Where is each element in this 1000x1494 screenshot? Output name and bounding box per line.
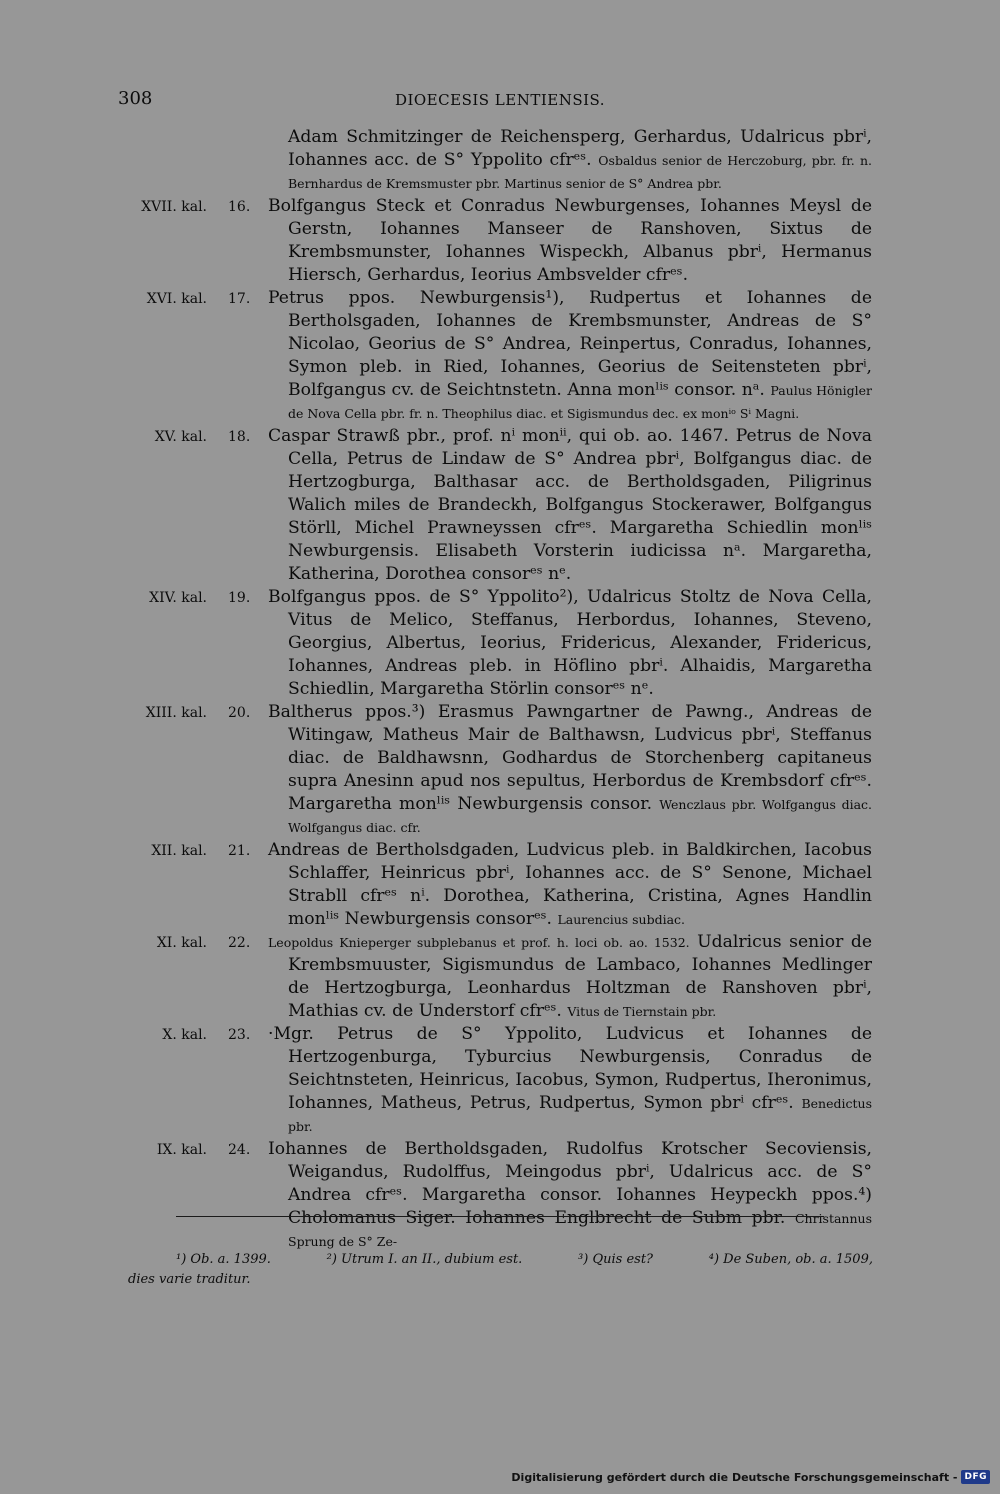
entry-small-text: Christannus Sprung de S° Ze-	[288, 1211, 872, 1249]
calendar-marker: XV. kal.	[154, 429, 207, 445]
day-number: 22.	[228, 935, 251, 951]
day-number: 17.	[228, 291, 251, 307]
entry-body	[268, 195, 872, 287]
entry-xvii-kal	[0, 195, 1000, 287]
entry-continuation	[0, 126, 1000, 195]
calendar-marker: XIV. kal.	[149, 590, 207, 606]
day-number: 19.	[228, 590, 251, 606]
entry-body	[288, 126, 872, 195]
entry-xi-kal	[0, 931, 1000, 1023]
entry-ix-kal	[0, 1138, 1000, 1253]
calendar-marker: IX. kal.	[156, 1142, 207, 1158]
entry-text: Udalricus senior de Krembsmuuster, Sigismundus de Lambaco, Iohannes Medlinger de Hertzogburga, Leonhardus Holtzman de Ranshoven pbrⁱ, Mathias cv. de Understorf cfrᵉˢ.	[288, 932, 872, 1021]
funding-banner	[511, 1470, 990, 1484]
entry-body	[268, 586, 872, 701]
calendar-marker: XVII. kal.	[141, 199, 207, 215]
entry-text: Adam Schmitzinger de Reichensperg, Gerhardus, Udalricus pbrⁱ, Iohannes acc. de S° Yppolito cfrᵉˢ.	[288, 127, 872, 170]
entry-xvi-kal	[0, 287, 1000, 425]
calendar-marker: XVI. kal.	[146, 291, 207, 307]
calendar-marker: XII. kal.	[151, 843, 207, 859]
footnote-2: ²) Utrum I. an II., dubium est.	[326, 1252, 523, 1267]
day-number: 21.	[228, 843, 251, 859]
footnote-4: ⁴) De Suben, ob. a. 1509,	[708, 1252, 873, 1267]
entry-xv-kal	[0, 425, 1000, 586]
entry-small-text: Benedictus pbr.	[288, 1096, 872, 1134]
day-number: 16.	[228, 199, 251, 215]
footnote-rule	[176, 1216, 824, 1217]
entry-body	[268, 839, 872, 931]
entry-x-kal	[0, 1023, 1000, 1138]
calendar-marker: XI. kal.	[156, 935, 207, 951]
day-number: 20.	[228, 705, 251, 721]
entry-text: Baltherus ppos.³) Erasmus Pawngartner de Pawng., Andreas de Witingaw, Matheus Mair de Balthawsn, Ludvicus pbrⁱ, Steffanus diac. de Baldhawsnn, Godhardus de Storchenberg capitaneus supra Anesinn apud nos sepultus, Herbordus de Krembsdorf cfrᵉˢ. Margaretha monˡⁱˢ Newburgensis consor.	[268, 702, 872, 814]
day-number: 24.	[228, 1142, 251, 1158]
footnote-1: ¹) Ob. a. 1399.	[176, 1252, 271, 1267]
entry-small-text: Osbaldus senior de Herczoburg, pbr. fr. n. Bernhardus de Kremsmuster pbr. Martinus senior de S° Andrea pbr.	[288, 153, 872, 191]
entry-body	[268, 701, 872, 839]
entry-text: Petrus ppos. Newburgensis¹), Rudpertus et Iohannes de Bertholsgaden, Iohannes de Krembsmunster, Andreas de S° Nicolao, Georius de S° Andrea, Reinpertus, Conradus, Iohannes, Symon pleb. in Ried, Iohannes, Georius de Seitensteten pbrⁱ, Bolfgangus cv. de Seichtnstetn. Anna monˡⁱˢ consor. nᵃ.	[268, 288, 872, 400]
entry-text: Caspar Strawß pbr., prof. nⁱ monⁱⁱ, qui ob. ao. 1467. Petrus de Nova Cella, Petrus de Lindaw de S° Andrea pbrⁱ, Bolfgangus diac. de Hertzogburga, Balthasar acc. de Bertholdsgaden, Piligrinus Walich miles de Brandeckh, Bolfgangus Stockerawer, Bolfgangus Störll, Michel Prawneyssen cfrᵉˢ. Margaretha Schiedlin monˡⁱˢ Newburgensis. Elisabeth Vorsterin iudicissa nᵃ. Margaretha, Katherina, Dorothea consorᵉˢ nᵉ.	[268, 426, 872, 584]
calendar-marker: X. kal.	[162, 1027, 207, 1043]
entry-xiii-kal	[0, 701, 1000, 839]
entry-small-text: Paulus Hönigler de Nova Cella pbr. fr. n. Theophilus diac. et Sigismundus dec. ex monⁱᵒ Sⁱ Magni.	[288, 383, 872, 421]
footnote-row	[128, 1250, 873, 1270]
entry-lead-small-text: Leopoldus Knieperger subplebanus et prof. h. loci ob. ao. 1532.	[268, 935, 690, 950]
entry-body	[268, 931, 872, 1023]
running-title: DIOECESIS LENTIENSIS.	[394, 91, 606, 109]
entry-text: ·Mgr. Petrus de S° Yppolito, Ludvicus et Iohannes de Hertzogenburga, Tyburcius Newburgensis, Conradus de Seichtnsteten, Heinricus, Iacobus, Symon, Rudpertus, Iheronimus, Iohannes, Matheus, Petrus, Rudpertus, Symon pbrⁱ cfrᵉˢ.	[268, 1024, 872, 1113]
entry-body	[268, 1023, 872, 1138]
entry-text: Andreas de Bertholsdgaden, Ludvicus pleb. in Baldkirchen, Iacobus Schlaffer, Heinricus pbrⁱ, Iohannes acc. de S° Senone, Michael Strabll cfrᵉˢ nⁱ. Dorothea, Katherina, Cristina, Agnes Handlin monˡⁱˢ Newburgensis consorᵉˢ.	[268, 840, 872, 929]
entry-xiv-kal	[0, 586, 1000, 701]
entry-small-text: Wenczlaus pbr. Wolfgangus diac. Wolfgangus diac. cfr.	[288, 797, 873, 835]
entry-body	[268, 287, 872, 425]
day-number: 18.	[228, 429, 251, 445]
necrology-entries	[0, 126, 1000, 1253]
entry-small-text: Vitus de Tiernstain pbr.	[567, 1004, 717, 1019]
dfg-logo: DFG	[961, 1470, 990, 1484]
day-number: 23.	[228, 1027, 251, 1043]
footnotes	[128, 1250, 873, 1290]
entry-text: Bolfgangus ppos. de S° Yppolito²), Udalricus Stoltz de Nova Cella, Vitus de Melico, Steffanus, Herbordus, Iohannes, Steveno, Georgius, Albertus, Ieorius, Fridericus, Alexander, Fridericus, Iohannes, Andreas pleb. in Höflino pbrⁱ. Alhaidis, Margaretha Schiedlin, Margaretha Störlin consorᵉˢ nᵉ.	[268, 587, 872, 699]
funding-text: Digitalisierung gefördert durch die Deutsche Forschungsgemeinschaft -	[511, 1470, 958, 1484]
entry-body	[268, 1138, 872, 1253]
entry-body	[268, 425, 872, 586]
entry-xii-kal	[0, 839, 1000, 931]
footnote-3: ³) Quis est?	[578, 1252, 654, 1267]
entry-small-text: Laurencius subdiac.	[557, 912, 686, 927]
page-number: 308	[118, 88, 153, 109]
footnote-4-continuation: dies varie traditur.	[128, 1272, 251, 1287]
calendar-marker: XIII. kal.	[145, 705, 207, 721]
entry-text: Bolfgangus Steck et Conradus Newburgenses, Iohannes Meysl de Gerstn, Iohannes Manseer de Ranshoven, Sixtus de Krembsmunster, Iohannes Wispeckh, Albanus pbrⁱ, Hermanus Hiersch, Gerhardus, Ieorius Ambsvelder cfrᵉˢ.	[268, 196, 872, 285]
entry-text: Iohannes de Bertholdsgaden, Rudolfus Krotscher Secoviensis, Weigandus, Rudolffus, Meingodus pbrⁱ, Udalricus acc. de S° Andrea cfrᵉˢ. Margaretha consor. Iohannes Heypeckh ppos.⁴) Cholomanus Siger. Iohannes Englbrecht de Subm pbr.	[268, 1139, 872, 1228]
